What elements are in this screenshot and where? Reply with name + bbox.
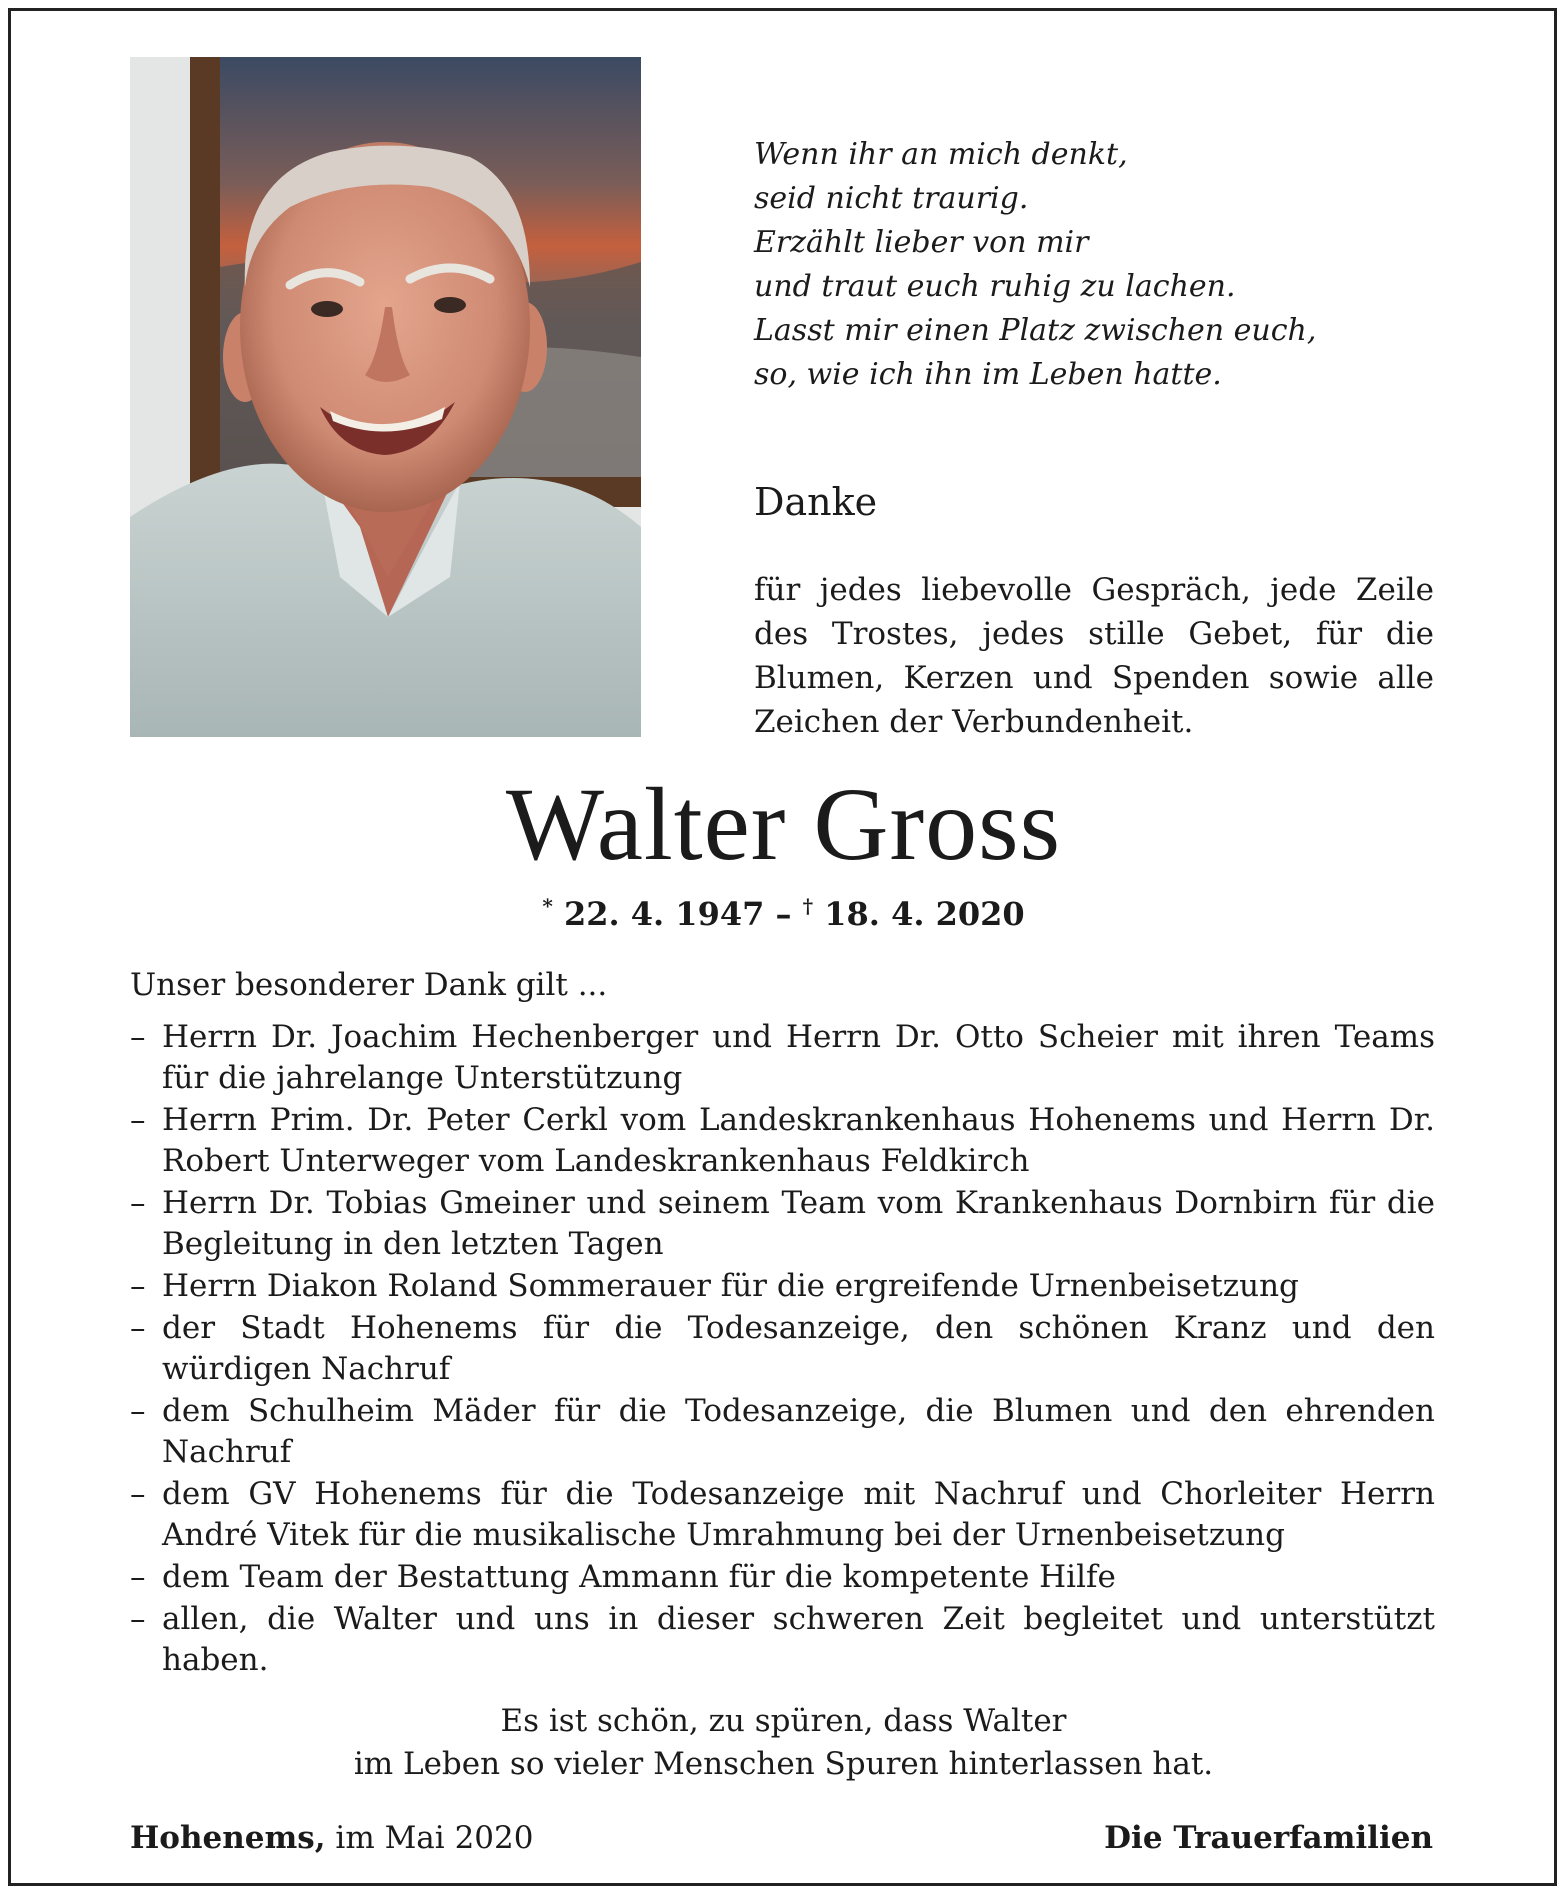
thanks-item: – Herrn Dr. Tobias Gmeiner und seinem Team vom Krankenhaus Dornbirn für die Begleitung in den letzten Tagen: [130, 1183, 1435, 1265]
poem-line: und traut euch ruhig zu lachen.: [754, 269, 1236, 304]
closing-text: [0, 1700, 1567, 1786]
thanks-item: – Herrn Diakon Roland Sommerauer für die ergreifende Urnenbeisetzung: [130, 1266, 1435, 1307]
thanks-item: – dem Team der Bestattung Ammann für die kompetente Hilfe: [130, 1557, 1435, 1598]
thanks-item: – dem Schulheim Mäder für die Todesanzeige, die Blumen und den ehrenden Nachruf: [130, 1391, 1435, 1473]
thanks-item: – allen, die Walter und uns in dieser schweren Zeit begleitet und unterstützt haben.: [130, 1599, 1435, 1681]
poem-line: Erzählt lieber von mir: [754, 225, 1089, 260]
birth-symbol: *: [542, 894, 553, 918]
thanks-item: – Herrn Prim. Dr. Peter Cerkl vom Landeskrankenhaus Hohenems und Herrn Dr. Robert Unterweger vom Landeskrankenhaus Feldkirch: [130, 1100, 1435, 1182]
closing-line-2: im Leben so vieler Menschen Spuren hinterlassen hat.: [353, 1746, 1214, 1782]
life-dates: [0, 886, 1567, 934]
thanks-list: [130, 1017, 1435, 1682]
closing-line-1: Es ist schön, zu spüren, dass Walter: [500, 1703, 1067, 1739]
footer-place: Hohenems,: [130, 1820, 326, 1856]
thanks-item: – Herrn Dr. Joachim Hechenberger und Herrn Dr. Otto Scheier mit ihren Teams für die jahrelange Unterstützung: [130, 1017, 1435, 1099]
date-separator: –: [775, 895, 792, 933]
danke-text: für jedes liebevolle Gespräch, jede Zeile des Trostes, jedes stille Gebet, für die Blumen, Kerzen und Spenden sowie alle Zeichen der Verbundenheit.: [754, 572, 1434, 740]
footer-signature: Die Trauerfamilien: [1104, 1820, 1433, 1856]
thanks-item: – dem GV Hohenems für die Todesanzeige mit Nachruf und Chorleiter Herrn André Vitek für die musikalische Umrahmung bei der Urnenbeisetzung: [130, 1474, 1435, 1556]
death-date: 18. 4. 2020: [824, 895, 1025, 933]
poem: [754, 133, 1474, 397]
footer-place-date: [130, 1818, 533, 1858]
birth-date: 22. 4. 1947: [563, 895, 765, 933]
poem-line: Lasst mir einen Platz zwischen euch,: [754, 313, 1317, 348]
poem-line: seid nicht traurig.: [754, 181, 1029, 216]
portrait-photo-icon: [130, 57, 641, 737]
portrait-photo: [130, 57, 641, 737]
poem-line: so, wie ich ihn im Leben hatte.: [754, 357, 1222, 392]
thanks-intro: Unser besonderer Dank gilt ...: [130, 967, 608, 1003]
poem-line: Wenn ihr an mich denkt,: [754, 137, 1128, 172]
death-symbol: †: [802, 894, 814, 918]
danke-heading: Danke: [754, 480, 878, 524]
thanks-item: – der Stadt Hohenems für die Todesanzeige, den schönen Kranz und den würdigen Nachruf: [130, 1308, 1435, 1390]
deceased-name: Walter Gross: [505, 767, 1062, 882]
footer-date: im Mai 2020: [335, 1820, 534, 1856]
